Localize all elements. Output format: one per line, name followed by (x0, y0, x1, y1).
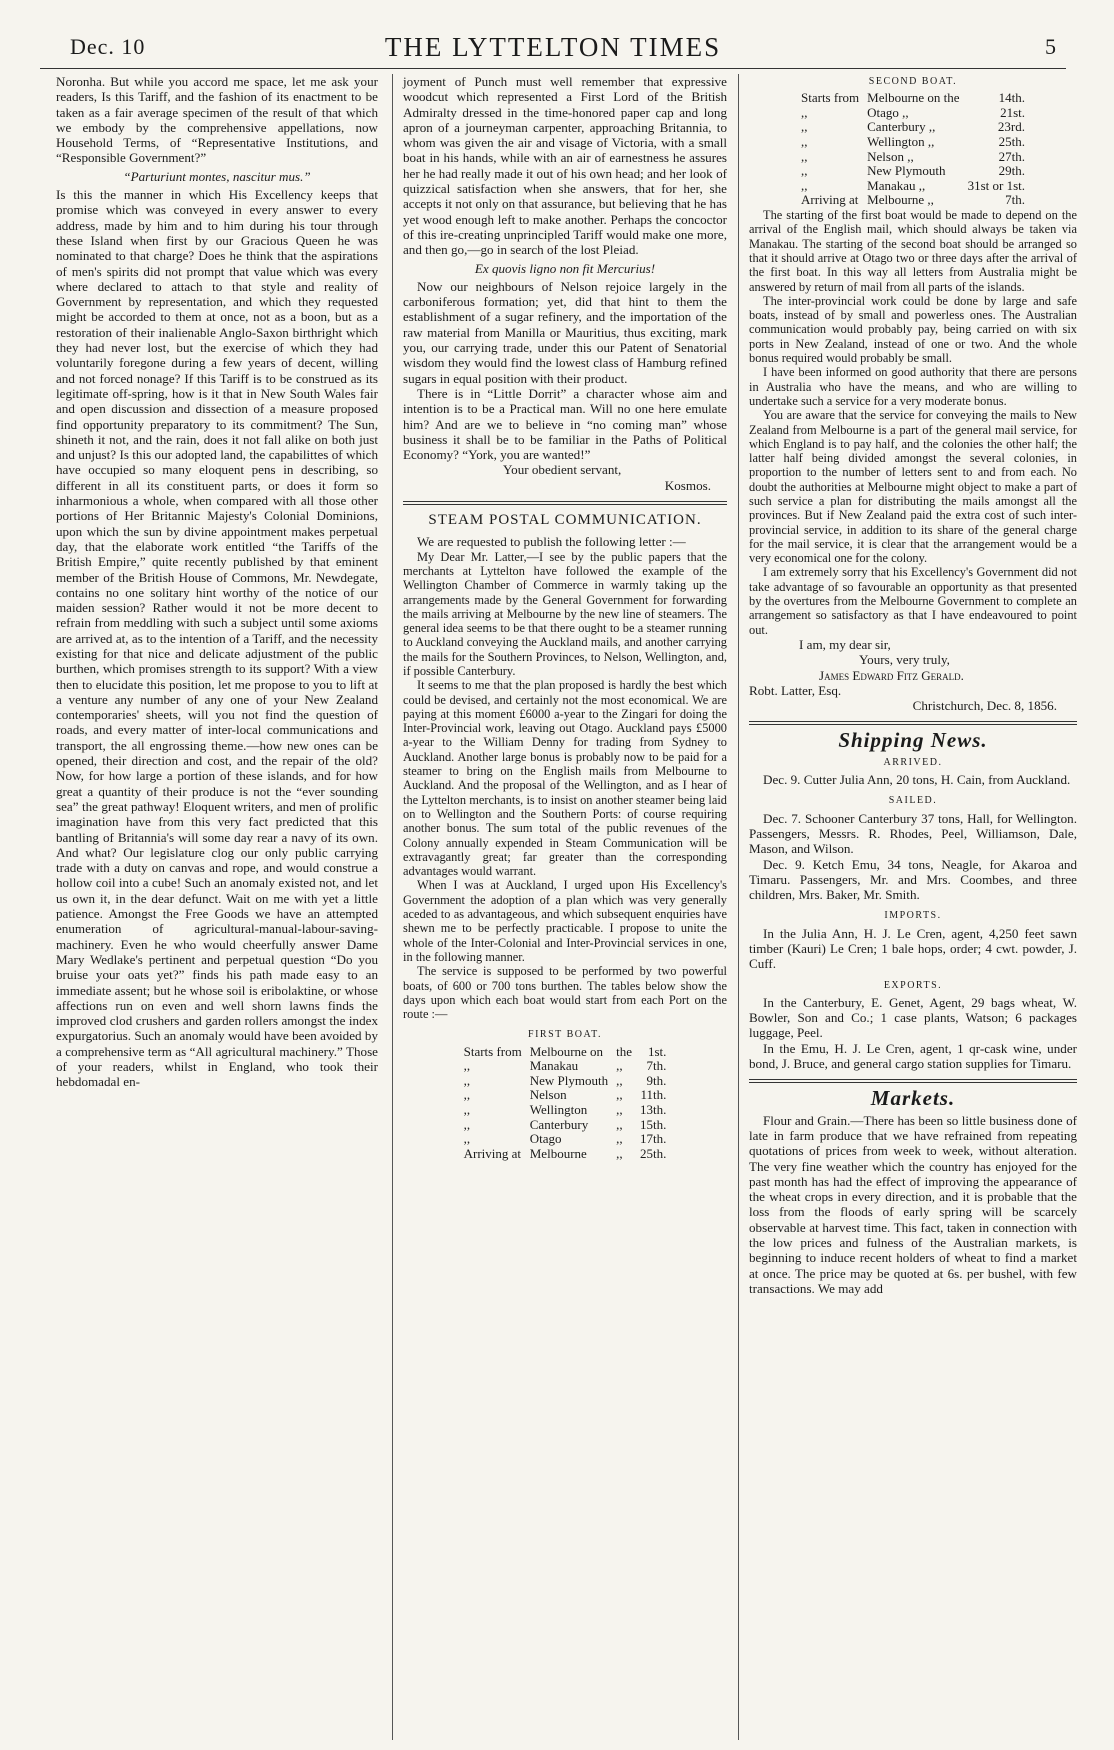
schedule-cell: Melbourne on (529, 1043, 604, 1059)
letter-paragraph: The inter-provincial work could be done by large and safe boats, instead of by small and powerless ones. The Australian communication would probably pay, being carried on with six ports in New Zealand, instead of one or two. And the whole bonus required would probably be small. (749, 293, 1077, 366)
schedule-cell: Canterbury (529, 1116, 589, 1132)
schedule-cell: Melbourne ,, (867, 192, 934, 208)
schedule-cell: Nelson (529, 1087, 567, 1103)
letter-paragraph: It seems to me that the plan proposed is hardly the best which could be devised, and certainly not the most economical. We are paying at this moment £6000 a-year to the Zingari for doing the Inter-Provincial work, leaving out Otago. Auckland pays £5000 a-year to the William Denny for trading from Sydney to Auckland. Another large bonus is probably now to be paid for a steamer to bring on the English mails from Melbourne to Auckland. And the proposal of the Wellington, and as I hear of the Lyttelton merchants, is to insist on another steamer being laid on to Wellington and the Southern Ports: of course requiring another bonus. The sum total of the public revenues of the Colony annually expended in Steam Communication will be extravagantly great; far greater than the corresponding advantages would warrant. (403, 678, 727, 879)
schedule-cell: 31st or 1st. (967, 177, 1025, 193)
schedule-cell: ,, (616, 1058, 623, 1074)
schedule-cell: ,, (801, 134, 808, 150)
schedule-cell: ,, (616, 1131, 623, 1147)
shipping-entry: Dec. 9. Cutter Julia Ann, 20 tons, H. Cain, from Auckland. (763, 772, 1071, 788)
schedule-cell: Nelson ,, (867, 148, 914, 164)
letter-paragraph: The service is supposed to be performed by two powerful boats, of 600 or 700 tons burthen. The tables below show the days upon which each boat would start from each Port on the route :— (403, 964, 727, 1022)
section-divider (749, 721, 1077, 725)
letter-paragraph: I have been informed on good authority that there are persons in Australia who have the means, and who are willing to undertake such a service for a very moderate bonus. (749, 365, 1077, 408)
schedule-cell: ,, (463, 1058, 471, 1074)
schedule-cell: 11th. (640, 1087, 667, 1103)
shipping-entry: Dec. 9. Ketch Emu, 34 tons, Neagle, for Akaroa and Timaru. Passengers, Mr. and Mrs. Coombes, and three children, Mrs. Baker, Mr. Smith. (749, 856, 1077, 903)
paragraph: We are requested to publish the following letter :— (417, 534, 686, 550)
latin-quote: “Parturiunt montes, nascitur mus.” (123, 168, 311, 184)
schedule-cell: ,, (801, 104, 808, 120)
schedule-cell: 25th. (998, 134, 1025, 150)
letter-paragraph: When I was at Auckland, I urged upon His Excellency's Government the adoption of a plan which was very generally aceded to as advantageous, and which subsequent enquiries have shewn me to be perfectly practicable. I propose to unite the whole of the Inter-Colonial and Inter-Provincial services in one, in the following manner. (403, 878, 727, 964)
schedule-cell: Melbourne (529, 1145, 587, 1161)
sign-line: I am, my dear sir, (799, 636, 891, 652)
schedule-cell: ,, (463, 1102, 471, 1118)
paragraph: Noronha. But while you accord me space, let me ask your readers, Is this Tariff, and the fashion of its enactment to be taken as a fair average specimen of the result of that which we embody by the comprehensive appellations, now Household Terms, of “Representative Institutions, and “Responsible Government?” (56, 74, 378, 166)
schedule-cell: Arriving at (463, 1145, 522, 1161)
addressee: Robt. Latter, Esq. (749, 682, 842, 698)
paragraph: There is in “Little Dorrit” a character whose aim and intention is to be a Practical man. Will no one here emulate him? And are we to believe in “no coming man” whose business it shall be to be familiar in the Paths of Political Economy? “York, you are wanted!” (403, 385, 727, 463)
schedule-cell: ,, (616, 1116, 623, 1132)
paragraph: Now our neighbours of Nelson rejoice largely in the carboniferous formation; yet, did that hint to them the establishment of a sugar refinery, and the importation of the raw material from Manilla or Mauritius, thus exciting, mark you, our carrying trade, under this our Patent of Senatorial wisdom they would find the lowest class of Hamburg refined sugars in equal position with their product. (403, 278, 727, 386)
schedule-row (460, 1118, 671, 1133)
schedule-cell: Wellington (529, 1102, 588, 1118)
paragraph: joyment of Punch must well remember that expressive woodcut which represented a First Lord of the British Admiralty dressed in the time-honored paper cap and long apron of a journeyman carpenter, approaching Britannia, to whom was given the air and visage of Victoria, with a small boat in his hands, while with an air of earnestness he assures her he had really made it out of his own head; and her look of quizzical satisfaction when she answers, that for her, she accepts it not only on that assurance, but believing that he has yet wood enough left to make another. Perhaps the concoctor of this ire-creating unprincipled Tariff would make one more, and then go,—go in search of the lost Pleiad. (403, 74, 727, 258)
sign-line: Yours, very truly, (859, 652, 950, 668)
schedule-cell: Arriving at (801, 192, 859, 208)
schedule-row (460, 1103, 671, 1118)
schedule-row (460, 1074, 671, 1089)
markets-title: Markets. (870, 1086, 956, 1111)
sailed-label: SAILED. (888, 795, 938, 807)
schedule-cell: Manakau (529, 1058, 579, 1074)
schedule-row (460, 1132, 671, 1147)
schedule-row (797, 91, 1029, 106)
closing: Your obedient servant, (503, 462, 622, 478)
second-boat-table (797, 91, 1029, 208)
schedule-cell: Starts from (801, 90, 860, 106)
schedule-cell: 21st. (1000, 104, 1025, 120)
schedule-cell: ,, (801, 177, 808, 193)
schedule-row (797, 179, 1029, 194)
schedule-cell: 13th. (640, 1102, 667, 1118)
schedule-cell: ,, (463, 1072, 471, 1088)
letter-paragraph: You are aware that the service for conveying the mails to New Zealand from Melbourne is a part of the general mail service, for which England is to pay half, and the colonies the other half; the latter half being divided amongst the several colonies, in proportion to the number of letters sent to and from each. No doubt the authorities at Melbourne might object to make a part of such service a plan for distributing the mails amongst all the provinces. But if New Zealand paid the extra cost of such inter-provincial service, in addition to its share of the general charge for the mail service, it is clear that the arrangement would be a very economical one for the colony. (749, 408, 1077, 566)
schedule-cell: Manakau ,, (867, 177, 926, 193)
second-boat-label: SECOND BOAT. (868, 76, 958, 87)
dateline: Christchurch, Dec. 8, 1856. (912, 698, 1057, 714)
first-boat-table (460, 1045, 671, 1162)
paragraph: Is this the manner in which His Excellency keeps that promise which was conveyed in every answer to every address, made by him and to him during his tour through these Island when first by our Gracious Queen he was nominated to that charge? Does he think that the aspirations of men's spirits did not prompt that value which was every where declared to attach to that style and reality of Government by representation, and which they requested might be accorded to them at once, not as a boon, but as a restoration of their inalienable Anglo-Saxon birthright which they had never lost, but the exercise of which they had voluntarily foregone during a few years of decent, willing and not forced nonage? If this Tariff is to be construed as its legitimate off-spring, how is it that in New South Wales fair and open discussion and dissection of a measure proposed find opportunity preparatory to its commitment? The Sun, shineth it not, and the rain, does it not fall alike on both just and unjust? Is this our adopted land, the capabilittes of which have occupied so many eloquent pens in describing, so different in all its constituent parts, or does it form so inharmonious a whole, when compared with all those other portions of Her Britannic Majesty's Colonial Dominions, upon which the sun by divine appointment makes perpetual day, that the elaborate work entitled “the Tariffs of the British Empire,” quite recently published by that eminent member of the British House of Commons, Mr. Newdegate, contains no one solitary hint worthy of the notice of our maiden session? Rather would it not be more decent to refrain from meddling with such a subject until some axioms are arrived at, as to the intention of a Tariff, and the necessity existing for that nice and delicate adjustment of the public burthen, which promises strength to its support? With a view then to elucidate this position, let me propose to you to lift at a venture any number of any one of your New Zealand contemporaries' sheets, will you not find the question of roads, and every matter of inter-local communications and transport, the all engrossing theme.—how new ones can be opened, their direction and cost, and the repair of the old? Now, for how large a portion of these islands, and for how great a quantity of their produce is not the “ever sounding sea” the great pathway! Eloquent writers, and men of prolific imagination have from this very fact predicted that this bantling of Britannia's will some day rear a navy of its own. And what? Our legislature clog our only public carrying trade with a duty on canvas and rope, and would construe a hollow coil into a cube! Such an anomaly existed not, and let us own it, in the dear defunct. Wait on me with yet a little patience. Amongst the Free Goods we have an attempted enumeration of agricultural-manual-labour-saving-machinery. Even he who would cheerfully answer Dame Mary Wedlake's pertinent and perpetual question “Do you bruise your oats yet?” finds his path made easy to an immediate assent; but he whose soil is eribolaktine, or whose affections run on even and well shorn lawns finds the improved clod crushers and garden rollers amongst the index expurgatorius. Such an anomaly would have been avoided by a comprehensive term as “All agricultural machinery.” Those of your readers, whilst in England, who took their hebdomadal en- (56, 187, 378, 1090)
schedule-row (460, 1045, 671, 1060)
shipping-entry: In the Canterbury, E. Genet, Agent, 29 bags wheat, W. Bowler, Son and Co.; 1 case plants, Watson; 6 packages luggage, Peel. (749, 994, 1077, 1041)
schedule-row (797, 106, 1029, 121)
schedule-cell: 25th. (640, 1145, 667, 1161)
schedule-cell: 14th. (998, 90, 1025, 106)
page-number: 5 (1045, 34, 1056, 59)
shipping-entry: In the Julia Ann, H. J. Le Cren, agent, 4,250 feet sawn timber (Kauri) Le Cren; 1 bale hops, order; 4 cwt. powder, J. Cuff. (749, 925, 1077, 972)
schedule-cell: Starts from (463, 1043, 522, 1059)
first-boat-label: FIRST BOAT. (528, 1029, 602, 1041)
schedule-cell: ,, (463, 1087, 471, 1103)
schedule-cell: Wellington ,, (867, 134, 935, 150)
schedule-cell: 7th. (1005, 192, 1025, 208)
letter-paragraph: I am extremely sorry that his Excellency's Government did not take advantage of so favourable an opportunity as that presented by the overtures from the Melbourne Government to complete an arrangement so satisfactory as that I have endeavoured to point out. (749, 565, 1077, 637)
motto: Ex quovis ligno non fit Mercurius! (474, 260, 656, 276)
masthead (40, 28, 1066, 69)
column-2 (392, 74, 727, 1740)
schedule-cell: the (616, 1043, 633, 1059)
schedule-cell: ,, (616, 1087, 623, 1103)
schedule-cell: ,, (616, 1072, 623, 1088)
schedule-cell: New Plymouth (529, 1072, 609, 1088)
letter-signature: James Edward Fitz Gerald. (819, 667, 964, 683)
schedule-cell: Melbourne on the (867, 90, 960, 106)
schedule-cell: 27th. (998, 148, 1025, 164)
schedule-row (797, 193, 1029, 208)
schedule-cell: ,, (801, 119, 808, 135)
schedule-cell: ,, (616, 1145, 623, 1161)
imports-label: IMPORTS. (884, 910, 942, 922)
newspaper-title: THE LYTTELTON TIMES (384, 32, 722, 62)
exports-label: EXPORTS. (883, 979, 943, 991)
schedule-row (797, 120, 1029, 135)
shipping-entry: Dec. 7. Schooner Canterbury 37 tons, Hall, for Wellington. Passengers, Messrs. R. Rhodes, Peel, Williamson, Dale, Mason, and Wilson. (749, 810, 1077, 857)
schedule-cell: ,, (463, 1116, 471, 1132)
schedule-cell: ,, (801, 148, 808, 164)
schedule-row (797, 164, 1029, 179)
column-3 (738, 74, 1077, 1740)
section-title: STEAM POSTAL COMMUNICATION. (428, 512, 702, 529)
arrived-label: ARRIVED. (883, 756, 943, 768)
schedule-cell: 29th. (998, 163, 1025, 179)
section-divider (749, 1079, 1077, 1083)
schedule-row (460, 1147, 671, 1162)
schedule-cell: 7th. (646, 1058, 667, 1074)
section-divider (403, 501, 727, 505)
schedule-cell: 15th. (640, 1116, 667, 1132)
shipping-news-title: Shipping News. (838, 728, 988, 753)
schedule-cell: Otago ,, (867, 104, 909, 120)
letter-paragraph: My Dear Mr. Latter,—I see by the public papers that the merchants at Lyttelton have followed the example of the Wellington Chamber of Commerce in warmly taking up the arrangements made by the General Government for forwarding the mails arriving at Melbourne by the new line of steamers. The general idea seems to be that there ought to be a steamer running to Auckland conveying the Auckland mails, and another carrying the mails for the Southern Provinces, to Nelson, Wellington, and, if possible Canterbury. (403, 549, 727, 678)
markets-paragraph: Flour and Grain.—There has been so little business done of late in farm produce that we have refrained from repeating quotations of prices from week to week, without alteration. The very fine weather which the country has enjoyed for the past month has had the effect of improving the appearance of the wheat crops in every direction, and it is probable that the loss from the floods of early spring will be scarcely observable at harvest time. This fact, taken in connection with the low prices and fulness of the Australian markets, is beginning to induce recent holders of wheat to find a market at once. The price may be quoted at 6s. per bushel, with few transactions. We may add (749, 1112, 1077, 1296)
schedule-cell: Canterbury ,, (867, 119, 936, 135)
column-1 (56, 74, 378, 1740)
schedule-row (797, 150, 1029, 165)
issue-date: Dec. 10 (70, 34, 146, 59)
schedule-cell: ,, (801, 163, 808, 179)
schedule-row (460, 1088, 671, 1103)
schedule-cell: 23rd. (997, 119, 1025, 135)
schedule-row (797, 135, 1029, 150)
shipping-entry: In the Emu, H. J. Le Cren, agent, 1 qr-cask wine, under bond, J. Bruce, and general cargo station supplies for Timaru. (749, 1040, 1077, 1072)
schedule-cell: 1st. (647, 1043, 667, 1059)
schedule-cell: 17th. (640, 1131, 667, 1147)
schedule-cell: 9th. (646, 1072, 667, 1088)
schedule-cell: ,, (616, 1102, 623, 1118)
schedule-cell: ,, (463, 1131, 471, 1147)
schedule-cell: Otago (529, 1131, 562, 1147)
signature: Kosmos. (664, 477, 711, 493)
schedule-row (460, 1059, 671, 1074)
schedule-cell: New Plymouth (867, 163, 946, 179)
letter-paragraph: The starting of the first boat would be made to depend on the arrival of the English mail, which should always be taken via Manakau. The starting of the second boat should be arranged so that it should arrive at Otago two or three days after the arrival of the first boat. In this way all letters from Australia might be answered by return of mail from all parts of the islands. (749, 208, 1077, 294)
